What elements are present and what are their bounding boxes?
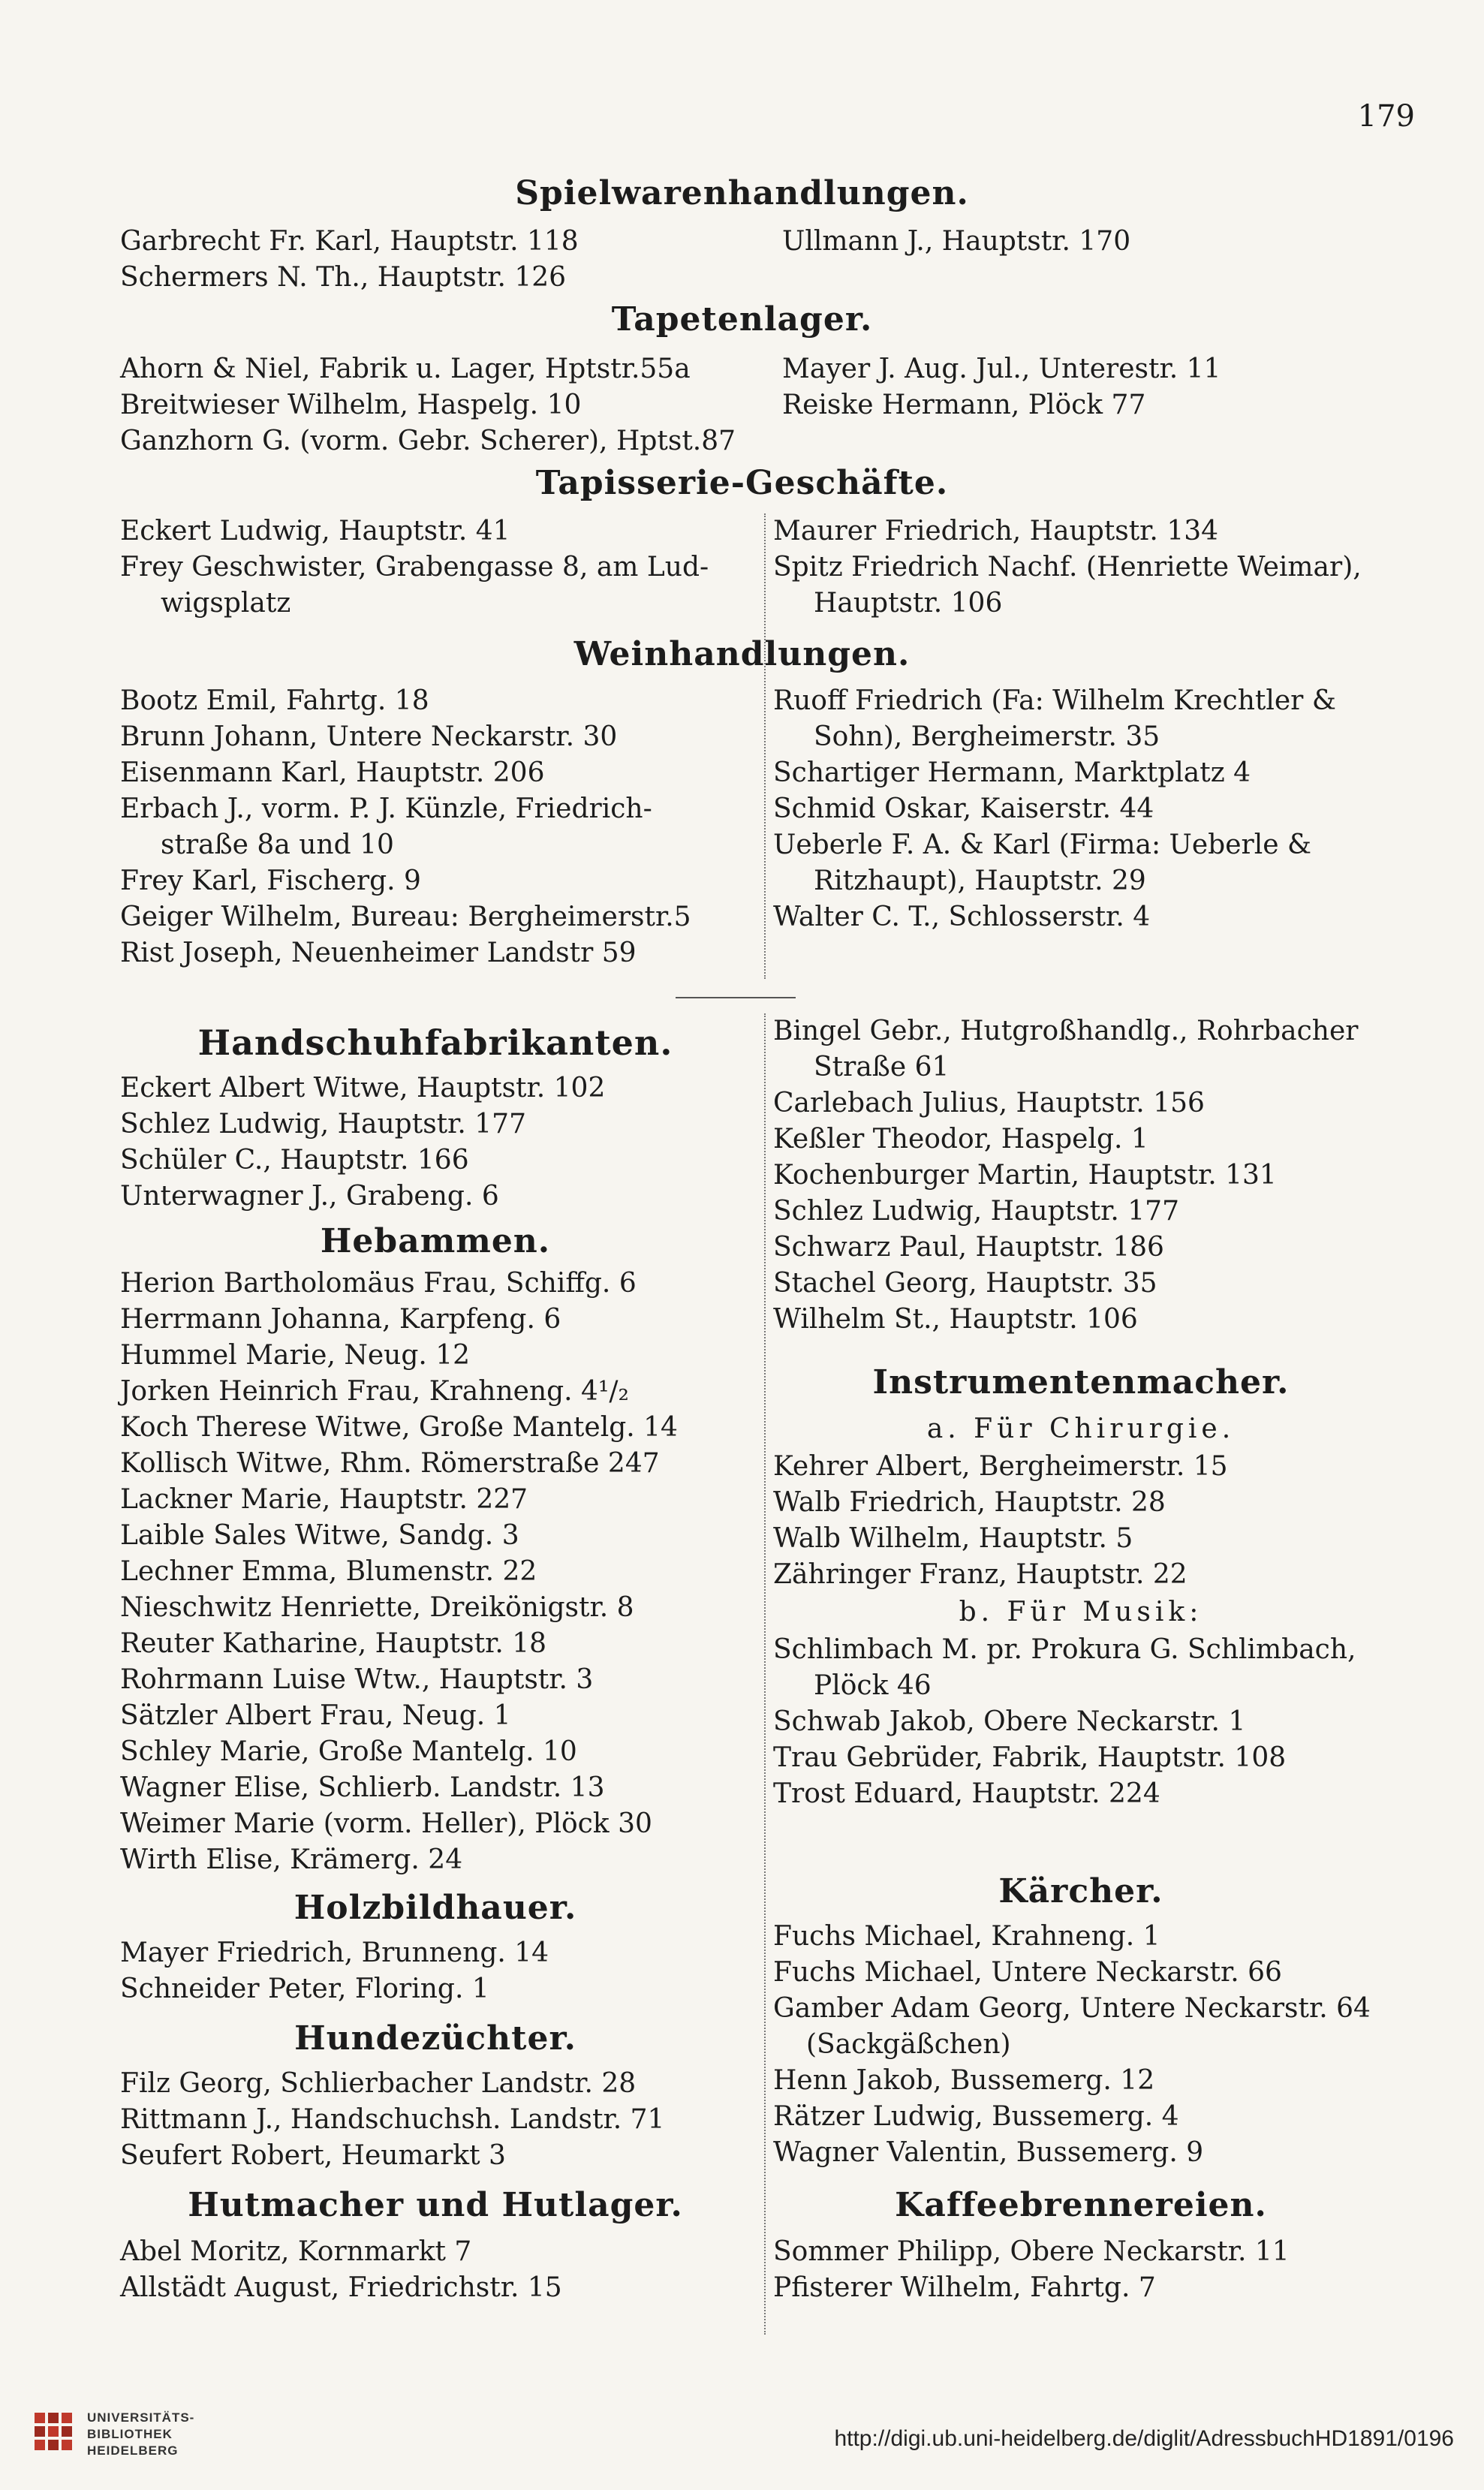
heading-kaercher: Kärcher. xyxy=(998,1872,1163,1910)
list-item: Eisenmann Karl, Hauptstr. 206 xyxy=(120,757,545,788)
list-item: Abel Moritz, Kornmarkt 7 xyxy=(120,2236,472,2267)
list-item: Geiger Wilhelm, Bureau: Bergheimerstr.5 xyxy=(120,902,691,932)
tapisserie-left xyxy=(120,513,709,622)
list-item: Herion Bartholomäus Frau, Schiffg. 6 xyxy=(120,1268,637,1299)
heading-spielwaren: Spielwarenhandlungen. xyxy=(515,174,969,212)
column-divider-bottom xyxy=(764,1013,766,2335)
tapeten-right xyxy=(782,351,1221,423)
list-item: Herrmann Johanna, Karpfeng. 6 xyxy=(120,1304,561,1335)
list-item: Carlebach Julius, Hauptstr. 156 xyxy=(773,1088,1205,1119)
list-item: Wirth Elise, Krämerg. 24 xyxy=(120,1844,463,1875)
list-item-cont: Ritzhaupt), Hauptstr. 29 xyxy=(814,866,1146,896)
list-item: Kehrer Albert, Bergheimerstr. 15 xyxy=(773,1451,1228,1482)
list-item: Ullmann J., Hauptstr. 170 xyxy=(782,226,1131,257)
list-item xyxy=(120,827,691,863)
list-item: Fuchs Michael, Krahneng. 1 xyxy=(773,1921,1160,1952)
list-item: Stachel Georg, Hauptstr. 35 xyxy=(773,1268,1157,1299)
list-item: Weimer Marie (vorm. Heller), Plöck 30 xyxy=(120,1808,652,1839)
heading-tapisserie: Tapisserie-Geschäfte. xyxy=(535,464,949,502)
hebammen-list xyxy=(120,1266,678,1878)
kaffee-list xyxy=(773,2234,1290,2306)
heading-wein: Weinhandlungen. xyxy=(573,635,911,673)
list-item xyxy=(773,1668,1389,1704)
list-item: Walb Wilhelm, Hauptstr. 5 xyxy=(773,1523,1133,1554)
list-item-cont: straße 8a und 10 xyxy=(161,829,394,860)
list-item: Schermers N. Th., Hauptstr. 126 xyxy=(120,262,567,293)
heading-hundezuechter: Hundezüchter. xyxy=(294,2019,576,2058)
column-divider-top xyxy=(764,513,766,979)
list-item: Garbrecht Fr. Karl, Hauptstr. 118 xyxy=(120,226,579,257)
list-item: Filz Georg, Schlierbacher Landstr. 28 xyxy=(120,2068,637,2099)
list-item: Spitz Friedrich Nachf. (Henriette Weimar), xyxy=(773,552,1362,583)
list-item: Rohrmann Luise Wtw., Hauptstr. 3 xyxy=(120,1664,594,1695)
list-item: Schlez Ludwig, Hauptstr. 177 xyxy=(773,1196,1179,1227)
list-item: Lechner Emma, Blumenstr. 22 xyxy=(120,1556,537,1587)
subheading-chirurgie: a. Für Chirurgie. xyxy=(926,1414,1236,1444)
heading-instrumente: Instrumentenmacher. xyxy=(872,1363,1290,1402)
list-item: Schlimbach M. pr. Prokura G. Schlimbach, xyxy=(773,1634,1356,1665)
subheading-musik: b. Für Musik: xyxy=(959,1597,1203,1627)
list-item: Schüler C., Hauptstr. 166 xyxy=(120,1145,469,1176)
heading-handschuh: Handschuhfabrikanten. xyxy=(197,1022,673,1063)
list-item: Fuchs Michael, Untere Neckarstr. 66 xyxy=(773,1957,1282,1988)
heading-hutmacher: Hutmacher und Hutlager. xyxy=(188,2186,683,2224)
hundezuechter-list xyxy=(120,2066,664,2174)
list-item xyxy=(773,2027,1371,2063)
list-item: Keßler Theodor, Haspelg. 1 xyxy=(773,1124,1148,1155)
list-item: Jorken Heinrich Frau, Krahneng. 4¹/₂ xyxy=(120,1376,629,1407)
page-number: 179 xyxy=(1357,99,1415,134)
spielwaren-right xyxy=(782,224,1130,260)
list-item: Eckert Ludwig, Hauptstr. 41 xyxy=(120,516,510,546)
logo-line: BIBLIOTHEK xyxy=(87,2427,173,2441)
list-item xyxy=(120,586,709,622)
list-item: Seufert Robert, Heumarkt 3 xyxy=(120,2140,506,2171)
logo-line: HEIDELBERG xyxy=(87,2443,179,2458)
list-item: Wagner Elise, Schlierb. Landstr. 13 xyxy=(120,1772,605,1803)
list-item: Trau Gebrüder, Fabrik, Hauptstr. 108 xyxy=(773,1742,1287,1773)
footer xyxy=(0,2402,1484,2490)
list-item: Sommer Philipp, Obere Neckarstr. 11 xyxy=(773,2236,1290,2267)
heading-tapeten: Tapetenlager. xyxy=(611,300,873,339)
list-item: Mayer Friedrich, Brunneng. 14 xyxy=(120,1938,549,1968)
list-item: Gamber Adam Georg, Untere Neckarstr. 64 xyxy=(773,1993,1371,2024)
instrumente-list xyxy=(773,1410,1389,1812)
list-item: Koch Therese Witwe, Große Mantelg. 14 xyxy=(120,1412,678,1443)
list-item: Kollisch Witwe, Rhm. Römerstraße 247 xyxy=(120,1448,660,1479)
list-item: Schley Marie, Große Mantelg. 10 xyxy=(120,1736,577,1767)
hut-right-list xyxy=(773,1013,1358,1338)
list-item: Bootz Emil, Fahrtg. 18 xyxy=(120,685,429,716)
list-item: Rätzer Ludwig, Bussemerg. 4 xyxy=(773,2101,1179,2132)
wein-left xyxy=(120,683,691,971)
heading-holzbildhauer: Holzbildhauer. xyxy=(293,1889,577,1927)
list-item: Ahorn & Niel, Fabrik u. Lager, Hptstr.55a xyxy=(120,354,691,384)
list-item: Ganzhorn G. (vorm. Gebr. Scherer), Hptst.87 xyxy=(120,426,736,456)
list-item: Zähringer Franz, Hauptstr. 22 xyxy=(773,1559,1188,1590)
list-item: Schwarz Paul, Hauptstr. 186 xyxy=(773,1232,1164,1263)
list-item-cont: Hauptstr. 106 xyxy=(814,588,1003,619)
university-logo-text xyxy=(87,2410,194,2459)
list-item: Henn Jakob, Bussemerg. 12 xyxy=(773,2065,1155,2096)
list-item: Laible Sales Witwe, Sandg. 3 xyxy=(120,1520,519,1551)
list-item: Erbach J., vorm. P. J. Künzle, Friedrich- xyxy=(120,793,652,824)
list-item: Schartiger Hermann, Marktplatz 4 xyxy=(773,757,1251,788)
list-item: Trost Eduard, Hauptstr. 224 xyxy=(773,1778,1160,1809)
handschuh-list xyxy=(120,1070,605,1215)
list-item: Schmid Oskar, Kaiserstr. 44 xyxy=(773,793,1154,824)
list-item: Walb Friedrich, Hauptstr. 28 xyxy=(773,1487,1166,1518)
list-item: Ruoff Friedrich (Fa: Wilhelm Krechtler & xyxy=(773,685,1336,716)
list-item: Frey Geschwister, Grabengasse 8, am Lud- xyxy=(120,552,709,583)
holzbildhauer-list xyxy=(120,1935,549,2007)
spielwaren-left xyxy=(120,224,579,296)
section-rule xyxy=(676,997,796,998)
list-item: Mayer J. Aug. Jul., Unterestr. 11 xyxy=(782,354,1221,384)
list-item: Walter C. T., Schlosserstr. 4 xyxy=(773,902,1151,932)
tapisserie-right xyxy=(773,513,1362,622)
list-item: Schlez Ludwig, Hauptstr. 177 xyxy=(120,1109,526,1140)
list-item: Breitwieser Wilhelm, Haspelg. 10 xyxy=(120,390,582,420)
list-item: Bingel Gebr., Hutgroßhandlg., Rohrbacher xyxy=(773,1016,1359,1046)
list-item: Lackner Marie, Hauptstr. 227 xyxy=(120,1484,528,1515)
list-item-cont: Plöck 46 xyxy=(814,1670,932,1701)
list-item: Rittmann J., Handschuchsh. Landstr. 71 xyxy=(120,2104,665,2135)
list-item: Hummel Marie, Neug. 12 xyxy=(120,1340,471,1371)
list-item xyxy=(773,719,1336,755)
list-item: Sätzler Albert Frau, Neug. 1 xyxy=(120,1700,511,1731)
heading-kaffee: Kaffeebrennereien. xyxy=(895,2186,1267,2224)
list-item: Frey Karl, Fischerg. 9 xyxy=(120,866,421,896)
tapeten-left xyxy=(120,351,736,459)
list-item: Pfisterer Wilhelm, Fahrtg. 7 xyxy=(773,2272,1156,2303)
university-logo-icon xyxy=(30,2408,84,2462)
list-item: Allstädt August, Friedrichstr. 15 xyxy=(120,2272,562,2303)
list-item xyxy=(773,863,1336,899)
list-item: Ueberle F. A. & Karl (Firma: Ueberle & xyxy=(773,829,1312,860)
list-item: Reiske Hermann, Plöck 77 xyxy=(782,390,1146,420)
kaercher-list xyxy=(773,1919,1371,2171)
list-item: Unterwagner J., Grabeng. 6 xyxy=(120,1181,499,1212)
list-item: Wagner Valentin, Bussemerg. 9 xyxy=(773,2137,1204,2168)
list-item: Brunn Johann, Untere Neckarstr. 30 xyxy=(120,721,618,752)
wein-right xyxy=(773,683,1336,935)
list-item: Nieschwitz Henriette, Dreikönigstr. 8 xyxy=(120,1592,634,1623)
hutmacher-list xyxy=(120,2234,562,2306)
list-item: Rist Joseph, Neuenheimer Landstr 59 xyxy=(120,938,637,968)
heading-hebammen: Hebammen. xyxy=(320,1222,551,1260)
list-item: Maurer Friedrich, Hauptstr. 134 xyxy=(773,516,1219,546)
list-item: Schneider Peter, Floring. 1 xyxy=(120,1974,489,2004)
list-item-cont: wigsplatz xyxy=(161,588,291,619)
list-item: Schwab Jakob, Obere Neckarstr. 1 xyxy=(773,1706,1246,1737)
list-item: Wilhelm St., Hauptstr. 106 xyxy=(773,1304,1138,1335)
list-item-cont: Sohn), Bergheimerstr. 35 xyxy=(814,721,1160,752)
list-item xyxy=(773,586,1362,622)
source-url-link[interactable]: http://digi.ub.uni-heidelberg.de/diglit/AdressbuchHD1891/0196 xyxy=(834,2426,1454,2451)
list-item xyxy=(773,1049,1358,1085)
list-item-cont: (Sackgäßchen) xyxy=(806,2029,1011,2060)
list-item: Reuter Katharine, Hauptstr. 18 xyxy=(120,1628,547,1659)
list-item-cont: Straße 61 xyxy=(814,1052,950,1082)
list-item: Kochenburger Martin, Hauptstr. 131 xyxy=(773,1160,1277,1191)
list-item: Eckert Albert Witwe, Hauptstr. 102 xyxy=(120,1073,606,1103)
logo-line: UNIVERSITÄTS- xyxy=(87,2410,195,2425)
